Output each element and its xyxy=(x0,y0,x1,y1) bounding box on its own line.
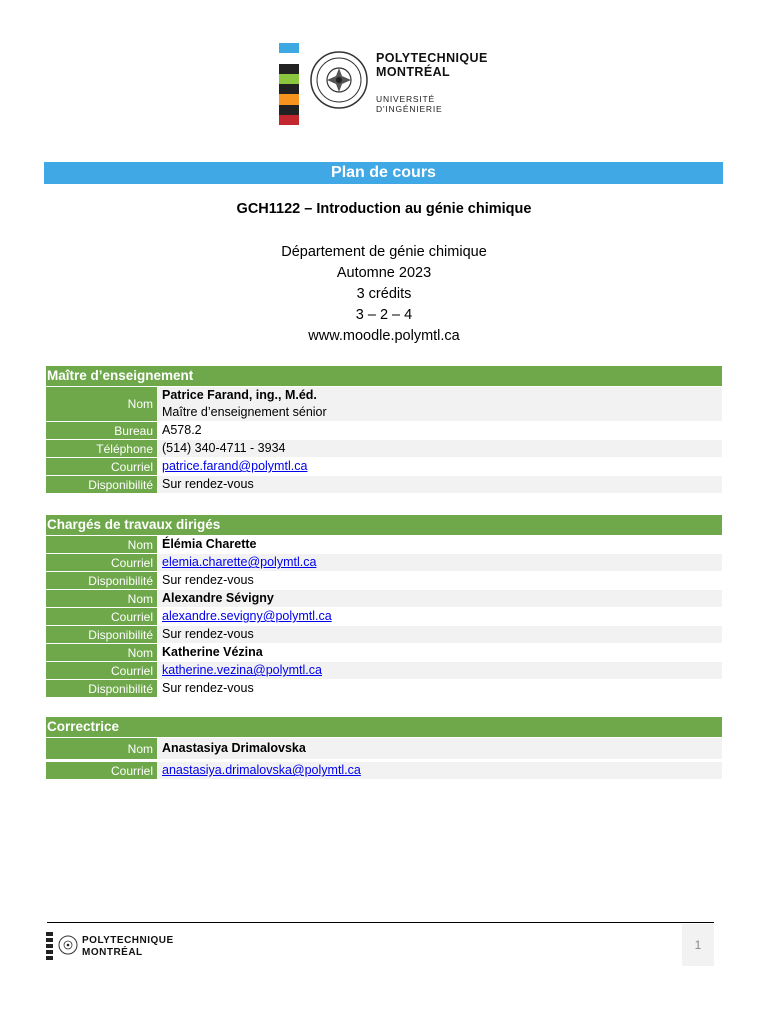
brand-sub-line-2: D'INGÉNIERIE xyxy=(376,104,443,114)
footer-seal-icon xyxy=(58,935,78,955)
correctrice-courriel-row xyxy=(46,762,722,779)
nom-label: Nom xyxy=(46,590,157,607)
courriel-label: Courriel xyxy=(46,554,157,571)
charge-courriel-cell xyxy=(157,608,722,625)
charge-nom-row xyxy=(46,644,722,661)
dispo-label: Disponibilité xyxy=(46,626,157,643)
telephone-label: Téléphone xyxy=(46,440,157,457)
footer-stripes-icon xyxy=(46,932,53,962)
footer-logo xyxy=(46,930,186,964)
plan-title: Plan de cours xyxy=(44,162,723,184)
charge-name-text: Katherine Vézina xyxy=(162,645,263,659)
maitre-dispo-row xyxy=(46,476,722,493)
maitre-bureau-row xyxy=(46,422,722,439)
charge-courriel-row xyxy=(46,608,722,625)
hours: 3 – 2 – 4 xyxy=(355,307,413,323)
correctrice-nom-row xyxy=(46,738,722,759)
maitre-telephone: (514) 340-4711 - 3934 xyxy=(157,440,722,457)
charge-courriel-cell xyxy=(157,554,722,571)
charges-section xyxy=(46,515,722,697)
charge-email-link[interactable]: alexandre.sevigny@polymtl.ca xyxy=(162,609,332,623)
courriel-label: Courriel xyxy=(46,662,157,679)
charge-dispo: Sur rendez-vous xyxy=(157,572,722,589)
course-title: GCH1122 – Introduction au génie chimique xyxy=(236,201,532,217)
maitre-section xyxy=(46,366,722,493)
website-link[interactable]: www.moodle.polymtl.ca xyxy=(308,328,460,344)
charge-name-text: Élémia Charette xyxy=(162,537,257,551)
charge-name xyxy=(157,536,722,553)
dispo-label: Disponibilité xyxy=(46,680,157,697)
correctrice-name xyxy=(157,738,722,759)
brand-line-2: MONTRÉAL xyxy=(376,65,451,79)
charge-nom-row xyxy=(46,590,722,607)
term: Automne 2023 xyxy=(336,265,432,281)
maitre-bureau: A578.2 xyxy=(157,422,722,439)
courriel-label: Courriel xyxy=(46,458,157,475)
maitre-nom-value xyxy=(157,387,722,421)
footer-brand-line-1: POLYTECHNIQUE xyxy=(82,935,174,946)
charge-name xyxy=(157,644,722,661)
maitre-heading: Maître d’enseignement xyxy=(46,366,722,386)
charge-courriel-row xyxy=(46,662,722,679)
maitre-telephone-row xyxy=(46,440,722,457)
maitre-courriel-row xyxy=(46,458,722,475)
seal-icon xyxy=(309,50,369,110)
brand-line-1: POLYTECHNIQUE xyxy=(376,51,488,65)
bureau-label: Bureau xyxy=(46,422,157,439)
footer-brand-line-2: MONTRÉAL xyxy=(82,947,143,958)
charge-courriel-row xyxy=(46,554,722,571)
correctrice-heading: Correctrice xyxy=(46,717,722,737)
correctrice-email-link[interactable]: anastasiya.drimalovska@polymtl.ca xyxy=(162,763,361,777)
footer-divider xyxy=(47,922,714,923)
maitre-dispo: Sur rendez-vous xyxy=(157,476,722,493)
correctrice-section xyxy=(46,717,722,779)
charge-dispo-row xyxy=(46,572,722,589)
maitre-role: Maître d’enseignement sénior xyxy=(162,405,327,419)
courriel-label: Courriel xyxy=(46,762,157,779)
charge-nom-row xyxy=(46,536,722,553)
department: Département de génie chimique xyxy=(281,244,487,260)
charge-dispo: Sur rendez-vous xyxy=(157,680,722,697)
maitre-email-link[interactable]: patrice.farand@polymtl.ca xyxy=(162,459,308,473)
courriel-label: Courriel xyxy=(46,608,157,625)
page-number: 1 xyxy=(682,924,714,966)
correctrice-name-text: Anastasiya Drimalovska xyxy=(162,741,306,755)
correctrice-courriel-cell xyxy=(157,762,722,779)
course-info xyxy=(0,242,768,347)
charge-name-text: Alexandre Sévigny xyxy=(162,591,274,605)
charge-email-link[interactable]: katherine.vezina@polymtl.ca xyxy=(162,663,322,677)
nom-label: Nom xyxy=(46,536,157,553)
charge-dispo: Sur rendez-vous xyxy=(157,626,722,643)
credits: 3 crédits xyxy=(356,286,412,302)
charge-dispo-row xyxy=(46,680,722,697)
charge-dispo-row xyxy=(46,626,722,643)
charges-heading: Chargés de travaux dirigés xyxy=(46,515,722,535)
polytechnique-logo xyxy=(277,42,492,126)
charge-name xyxy=(157,590,722,607)
charge-courriel-cell xyxy=(157,662,722,679)
nom-label: Nom xyxy=(46,644,157,661)
maitre-nom-row xyxy=(46,387,722,421)
footer-brand xyxy=(82,935,174,959)
dispo-label: Disponibilité xyxy=(46,476,157,493)
nom-label: Nom xyxy=(46,387,157,421)
maitre-courriel-cell xyxy=(157,458,722,475)
charge-email-link[interactable]: elemia.charette@polymtl.ca xyxy=(162,555,317,569)
dispo-label: Disponibilité xyxy=(46,572,157,589)
maitre-name: Patrice Farand, ing., M.éd. xyxy=(162,388,317,402)
brand-sub-line-1: UNIVERSITÉ xyxy=(376,94,436,104)
logo-color-bar xyxy=(279,43,299,125)
brand-subtitle xyxy=(376,94,442,114)
brand-title xyxy=(376,51,488,79)
nom-label: Nom xyxy=(46,738,157,759)
